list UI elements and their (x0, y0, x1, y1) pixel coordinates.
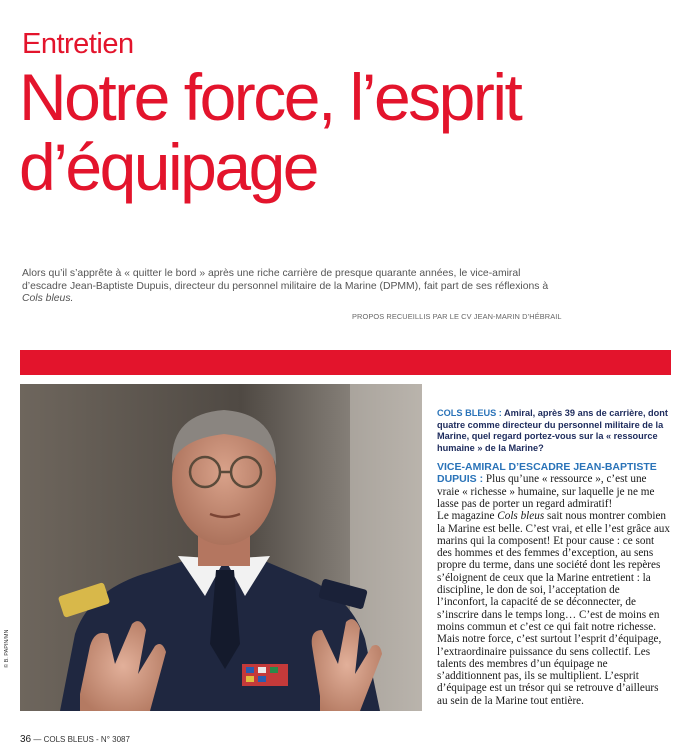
article-title-line-1: Notre force, l’esprit (19, 60, 521, 134)
answer-paragraph-2b: sait nous montrer combien la Marine est belle. C’est vrai, et elle l’est grâce aux marins qui la composent! Et pour cause : ce sont des hommes et des femmes d’exception, au sens propre du terme, dans une société dont les repères s’éloignent de ceux que la Marine entretient : la discipline, le don de soi, l’acceptation de l’inconfort, la capacité de se déconnecter, de s’inscrire dans le temps long… C’est de moins en moins commun et c’est ce qui fait notre richesse. Mais notre force, c’est surtout l’esprit d’équipage, l’extraordinaire puissance du sens collectif. Les talents des membres d’un équipage ne s’additionnent pas, ils se multiplient. L’esprit d’équipage est un trésor qui se retrouve d’ailleurs au sein de la Marine tout entière. (437, 510, 670, 707)
interview-credit: PROPOS RECUEILLIS PAR LE CV JEAN-MARIN D’HÉBRAIL (352, 312, 562, 321)
photo-credit: © B. PAPIN/MN (4, 629, 10, 668)
page-footer (20, 734, 130, 745)
section-kicker: Entretien (22, 28, 134, 60)
portrait-illustration (20, 384, 422, 711)
question-text: Amiral, après 39 ans de carrière, dont quatre comme directeur du personnel militaire de la Marine, quel regard portez-vous sur la « ressource humaine » de la Marine? (437, 408, 668, 453)
article-title (19, 62, 669, 202)
decorative-red-band (20, 350, 671, 375)
publication-issue: — COLS BLEUS - N° 3087 (31, 735, 130, 744)
answer-publication-name: Cols bleus (497, 510, 545, 523)
interview-column (437, 408, 671, 707)
answer-paragraph-2a: Le magazine (437, 510, 498, 523)
portrait-photo (20, 384, 422, 711)
page-number: 36 (20, 734, 32, 745)
answer-speaker: VICE-AMIRAL D’ESCADRE JEAN-BAPTISTE (437, 461, 657, 474)
article-intro (22, 268, 562, 306)
answer-paragraph-1: Plus qu’une « ressource », c’est une vraie « richesse » humaine, sur laquelle je ne me lasse pas de porter un regard admiratif! (437, 473, 655, 510)
answer-speaker-continued: DUPUIS : (437, 473, 484, 486)
intro-text: Alors qu’il s’apprête à « quitter le bord » après une riche carrière de presque quarante années, le vice-amiral d’escadre Jean-Baptiste Dupuis, directeur du personnel militaire de la Marine (DPMM), fait part de ses réflexions à (22, 268, 549, 292)
intro-publication-name: Cols bleus. (22, 293, 74, 304)
interview-question (437, 408, 671, 454)
question-speaker: COLS BLEUS : (437, 408, 502, 418)
interview-answer (437, 473, 671, 707)
article-title-line-2: d’équipage (19, 130, 317, 204)
